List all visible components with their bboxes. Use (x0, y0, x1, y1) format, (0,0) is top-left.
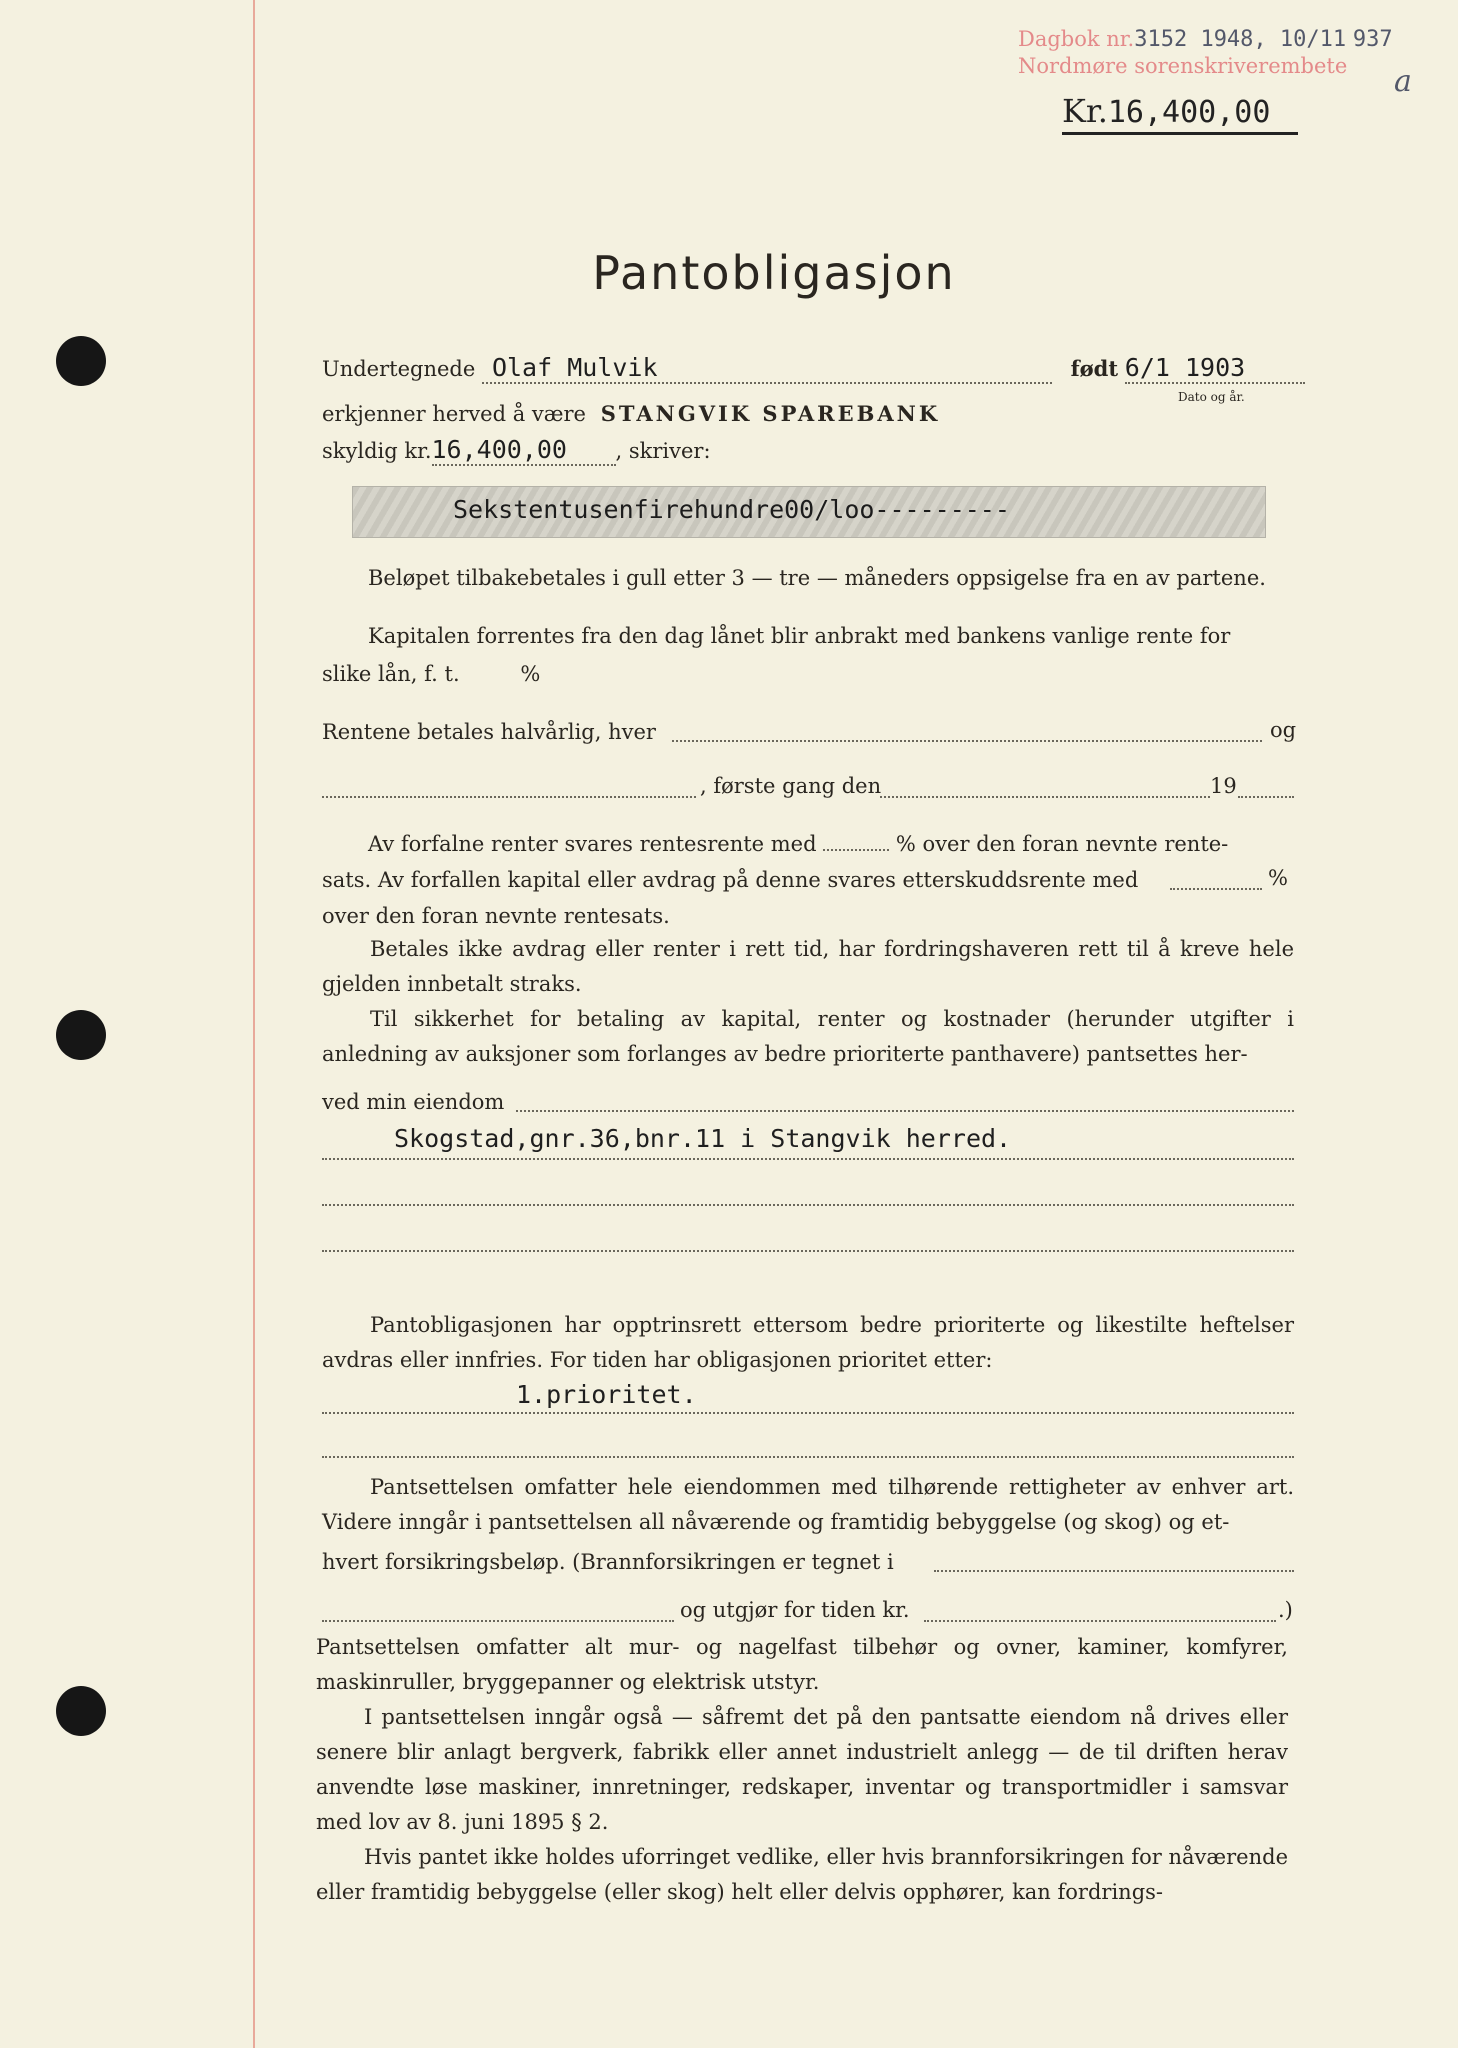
priority-blank-2 (322, 1456, 1294, 1458)
acknowledge-row (322, 400, 1296, 428)
born-label: født (1070, 356, 1119, 381)
priority-blank-1 (322, 1412, 1294, 1414)
stamp-handwritten: 3152 1948, 10/11 (1134, 27, 1347, 52)
debt-row (322, 436, 1296, 466)
insurance-blank-1 (322, 1620, 674, 1622)
header-currency: Kr. (1062, 92, 1108, 130)
maintenance-text: Hvis pantet ikke holdes uforringet vedlike, eller hvis brannforsikringen for nåværende eller framtidig bebyggelse (eller skog) helt eller delvis opphører, kan fordrings- (316, 1845, 1288, 1904)
default-paragraph (322, 932, 1294, 1002)
semiannual-end: og (1270, 718, 1297, 742)
stamp-office: Nordmøre sorenskriverembete (1018, 54, 1348, 78)
margin-line (253, 0, 255, 2048)
property-blank-3 (322, 1250, 1294, 1252)
semiannual-blank (672, 740, 1262, 742)
maintenance-paragraph (316, 1840, 1288, 1910)
property-description: Skogstad,gnr.36,bnr.11 i Stangvik herred. (394, 1124, 1012, 1153)
first-date-blank (322, 796, 696, 798)
default-text: Betales ikke avdrag eller renter i rett tid, har fordringshaveren rett til å kreve hele gjelden innbetalt straks. (322, 937, 1294, 996)
first-year-blank (1238, 796, 1294, 798)
first-day-blank (880, 796, 1210, 798)
priority-paragraph (322, 1308, 1294, 1378)
fixtures-paragraph (316, 1630, 1288, 1700)
debt-suffix: , skriver: (615, 439, 711, 463)
security-end-text: ved min eiendom (322, 1090, 505, 1114)
scope-text-3-end: .) (1278, 1598, 1293, 1622)
overdue-text-2: sats. Av forfallen kapital eller avdrag på denne svares etterskuddsrente med (322, 868, 1139, 892)
repayment-text: Beløpet tilbakebetales i gull etter 3 — tre — måneders oppsigelse fra en av partene. (368, 566, 1266, 590)
punch-hole-icon (56, 1010, 106, 1060)
fixtures-text: Pantsettelsen omfatter alt mur- og nagelfast tilbehør og ovner, kaminer, komfyrer, maskinruller, bryggepanner og elektrisk utstyr. (316, 1635, 1288, 1694)
security-text: Til sikkerhet for betaling av kapital, renter og kostnader (herunder utgifter i anledning av auksjoner som forlanges av bedre prioriterte panthavere) pantsettes her- (322, 1007, 1294, 1066)
overdue-text-1b: % over den foran nevnte rente- (895, 832, 1229, 856)
amount-in-words: Sekstentusenfirehundre00/loo--------- (453, 495, 1010, 524)
interest-line (322, 622, 1296, 650)
first-year: 19 (1210, 774, 1237, 798)
first-time-text: , første gang den (700, 774, 882, 798)
property-blank-0 (516, 1110, 1294, 1112)
stamp-prefix: Dagbok nr. (1018, 27, 1135, 51)
scope-text-1: Pantsettelsen omfatter hele eiendommen med tilhørende rettigheter av enhver art. Videre inngår i pantsettelsen all nåværende og framtidig bebyggelse (og skog) og et- (322, 1475, 1294, 1534)
header-value: 16,400,00 (1107, 95, 1271, 130)
property-blank-1 (322, 1158, 1294, 1160)
born-date: 6/1 1903 (1125, 354, 1305, 384)
interest-text: Kapitalen forrentes fra den dag lånet blir anbrakt med bankens vanlige rente for (368, 624, 1231, 648)
acknowledge-text: erkjenner herved å være (322, 402, 586, 426)
priority-value: 1.prioritet. (516, 1380, 697, 1409)
debtor-label: Undertegnede (322, 357, 476, 381)
property-blank-2 (322, 1204, 1294, 1206)
page-title: Pantobligasjon (592, 246, 956, 300)
interest-percent: % (520, 662, 541, 686)
repayment-line (322, 564, 1296, 592)
overdue-rate-blank (823, 849, 889, 851)
header-amount (1062, 92, 1298, 135)
overdue-line-2 (322, 866, 1296, 894)
priority-text: Pantobligasjonen har opptrinsrett ettersom bedre prioriterte og likestilte heftelser avdras eller innfries. For tiden har obligasjonen prioritet etter: (322, 1313, 1294, 1372)
overdue-line-1 (322, 830, 1296, 858)
semiannual-text: Rentene betales halvårlig, hver (322, 720, 656, 744)
debtor-row (322, 354, 1296, 384)
bank-name: STANGVIK SPAREBANK (600, 401, 941, 426)
industry-paragraph (316, 1700, 1288, 1840)
corner-letter: a (1394, 64, 1412, 99)
overdue-text-3: over den foran nevnte rentesats. (322, 904, 670, 928)
scope-text-3: og utgjør for tiden kr. (680, 1598, 910, 1622)
debtor-name: Olaf Mulvik (482, 354, 1052, 384)
punch-hole-icon (56, 336, 106, 386)
insurance-company-blank (934, 1570, 1294, 1572)
overdue-line-3 (322, 902, 1296, 930)
insurance-amount-blank (924, 1620, 1276, 1622)
debt-amount: 16,400,00 (432, 436, 616, 466)
date-hint: Dato og år. (1178, 390, 1245, 404)
overdue-percent: % (1268, 866, 1288, 890)
punch-hole-icon (56, 1686, 106, 1736)
industry-text: I pantsettelsen inngår også — såfremt det på den pantsatte eiendom nå drives eller senere blir anlagt bergverk, fabrikk eller annet industrielt anlegg — de til driften herav anvendte løse maskiner, innretninger, redskaper, inventar og transportmidler i samsvar med lov av 8. juni 1895 § 2. (316, 1705, 1288, 1834)
overdue-rate-blank-2 (1170, 888, 1262, 890)
amount-in-words-box (352, 486, 1266, 538)
debt-label: skyldig kr. (322, 439, 432, 463)
interest-line-2 (322, 660, 1296, 688)
corner-number: 937 (1352, 27, 1393, 52)
interest-text-2: slike lån, f. t. (322, 662, 460, 686)
overdue-text-1: Av forfalne renter svares rentesrente med (368, 832, 817, 856)
registry-stamp (1018, 26, 1418, 80)
security-paragraph (322, 1002, 1294, 1072)
scope-text-2: hvert forsikringsbeløp. (Brannforsikringen er tegnet i (322, 1550, 894, 1574)
scope-paragraph (322, 1470, 1294, 1540)
